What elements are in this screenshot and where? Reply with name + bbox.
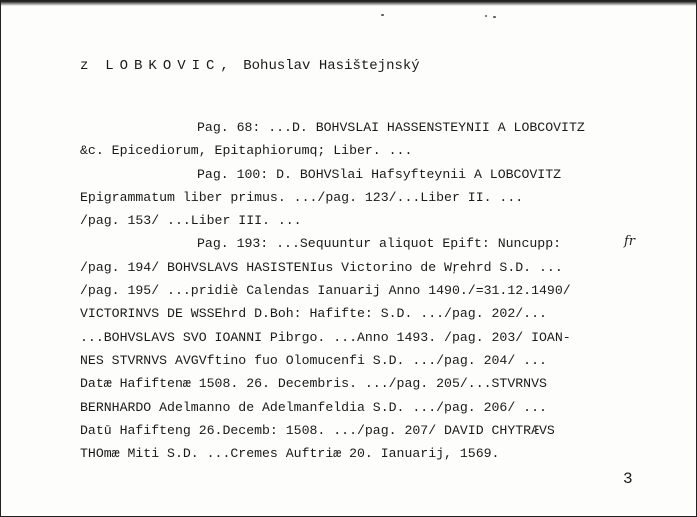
heading-name: Bohuslav Hasištejnský <box>243 58 420 74</box>
handwritten-margin-note: fr <box>624 234 636 249</box>
text-line: Datæ Hafiftenæ 1508. 26. Decembris. .../pag. 205/...STVRNVS <box>80 376 547 392</box>
text-line: Datū Hafifteng 26.Decemb: 1508. .../pag. 207/ DAVID CHYTRÆVS <box>80 422 555 438</box>
text-line: NES STVRNVS AVGVftino fuo Olomucenfi S.D. .../pag. 204/ ... <box>80 352 547 368</box>
ink-speck <box>485 15 487 17</box>
ink-speck <box>493 16 496 18</box>
text-line: VICTORINVS DE WSSEhrd D.Boh: Hafifte: S.D. .../pag. 202/... <box>80 306 547 322</box>
text-line: Pag. 193: ...Sequuntur aliquot Epift: Nuncupp: <box>197 236 562 252</box>
text-line: /pag. 153/ ...Liber III. ... <box>80 213 302 229</box>
text-line: Pag. 68: ...D. BOHVSLAI HASSENSTEYNII A LOBCOVITZ <box>197 120 585 135</box>
text-line: THOmæ Miti S.D. ...Cremes Auftriæ 20. Ianuarij, 1569. <box>80 446 500 462</box>
page-number: 3 <box>623 470 633 488</box>
text-line: /pag. 194/ BOHVSLAVS HASISTENIus Victorino de Wŗehrd S.D. ... <box>80 259 563 275</box>
text-line: Pag. 100: D. BOHVSlai Hafsyfteynii A LOBCOVITZ <box>197 166 562 182</box>
text-line: &c. Epicediorum, Epitaphiorumq; Liber. ... <box>80 143 413 159</box>
card-top-edge <box>1 1 697 6</box>
card-heading <box>80 58 420 74</box>
ink-speck <box>381 14 384 16</box>
text-line: Epigrammatum liber primus. .../pag. 123/...Liber II. ... <box>80 189 524 205</box>
text-line: BERNHARDO Adelmanno de Adelmanfeldia S.D. .../pag. 206/ ... <box>80 399 547 415</box>
text-line: ...BOHVSLAVS SVO IOANNI Pibrgo. ...Anno 1493. /pag. 203/ IOAN- <box>80 329 571 345</box>
text-line: /pag. 195/ ...pridiè Calendas Ianuarij Anno 1490./=31.12.1490/ <box>80 283 571 299</box>
heading-surname: LOBKOVIC, <box>105 58 235 74</box>
heading-prefix: z <box>80 58 89 74</box>
card-body <box>80 116 680 465</box>
